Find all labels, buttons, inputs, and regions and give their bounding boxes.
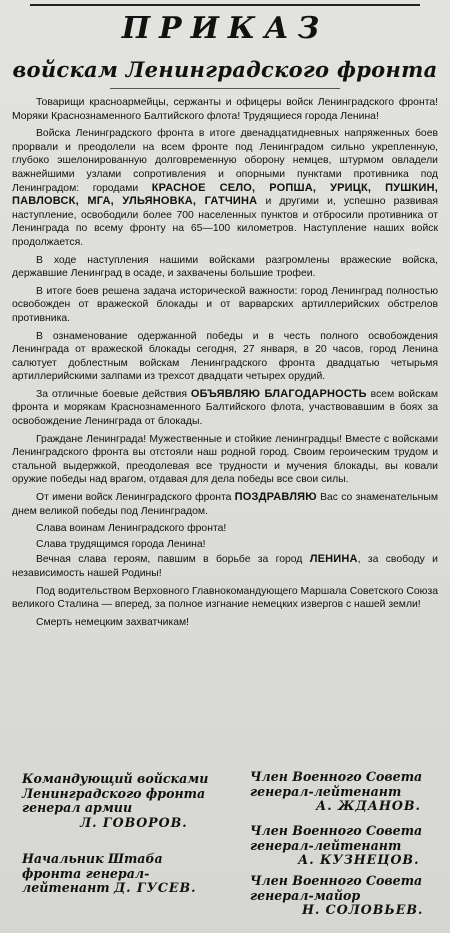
- paragraph-eternal-glory: Вечная слава героям, павшим в борьбе за город ЛЕНИНА, за свободу и независимость нашей Родины!: [12, 553, 438, 579]
- paragraph-offensive: Войска Ленинградского фронта в итоге двенадцатидневных напряженных боев прорвали и преодолели на всем фронте под Ленинградом сильно укрепленную, глубоко эшелонированную долговременную оборону немцев, штурмом овладели важнейшими узлами сопротивления и опорными пунктами противника под Ленинградом: городами КРАСНОЕ СЕЛО, РОПША, УРИЦК, ПУШКИН, ПАВЛОВСК, МГА, УЛЬЯНОВКА, ГАТЧИНА и другими и, успешно развивая наступление, освободили более 700 населенных пунктов и отбросили противника от Ленинграда по всему фронту на 65—100 километров. Наступление наших войск продолжается.: [12, 128, 438, 248]
- paragraph-gratitude: За отличные боевые действия ОБЪЯВЛЯЮ БЛАГОДАРНОСТЬ всем войскам фронта и морякам Краснознаменного Балтийского флота, участвовавшим в боях за освобождение Ленинграда от блокады.: [12, 387, 438, 428]
- signature-commander: Командующий войсками Ленинградского фронта генерал армии Л. ГОВОРОВ.: [22, 771, 209, 830]
- paragraph-forward: Под водительством Верховного Главнокомандующего Маршала Советского Союза великого Сталина — вперед, за полное изгнание немецких извергов с нашей земли!: [12, 585, 438, 611]
- signature-solovyev: Член Военного Совета генерал-майор Н. СОЛОВЬЕВ.: [250, 873, 424, 917]
- signature-zhdanov: Член Военного Совета генерал-лейтенант А. ЖДАНОВ.: [250, 769, 423, 813]
- order-body: [12, 96, 438, 633]
- congratulate-highlight: ПОЗДРАВЛЯЮ: [234, 491, 317, 504]
- signature-chief-of-staff: Начальник Штаба фронта генерал- лейтенант Д. ГУСЕВ.: [22, 851, 197, 895]
- order-title: ПРИКАЗ: [121, 11, 329, 46]
- subtitle-rule: [110, 88, 340, 89]
- signature-block: [0, 768, 450, 928]
- order-subtitle: войскам Ленинградского фронта: [12, 57, 438, 82]
- gratitude-highlight: ОБЪЯВЛЯЮ БЛАГОДАРНОСТЬ: [190, 387, 367, 400]
- liberated-towns: КРАСНОЕ СЕЛО, РОПША, УРИЦК, ПУШКИН, ПАВЛОВСК, МГА, УЛЬЯНОВКА, ГАТЧИНА: [12, 181, 438, 208]
- paragraph-historic-task: В итоге боев решена задача исторической важности: город Ленинград полностью освобожден от вражеской блокады и от варварских артиллерийских обстрелов противника.: [12, 285, 438, 324]
- paragraph-glory-soldiers: Слава воинам Ленинградского фронта!: [36, 523, 227, 535]
- top-rule: [30, 4, 420, 6]
- paragraph-death: Смерть немецким захватчикам!: [36, 616, 190, 628]
- paragraph-congratulations: От имени войск Ленинградского фронта ПОЗДРАВЛЯЮ Вас со знаменательным днем великой победы под Ленинградом.: [12, 491, 438, 517]
- paragraph-trophies: В ходе наступления нашими войсками разгромлены вражеские войска, державшие Ленинград в осаде, и захвачены большие трофеи.: [12, 254, 438, 280]
- paragraph-glory-workers: Слава трудящимся города Ленина!: [36, 538, 206, 550]
- paragraph-salute: В ознаменование одержанной победы и в честь полного освобождения Ленинграда от вражеской блокады сегодня, 27 января, в 20 часов, город Ленина салютует доблестным войскам Ленинградского фронта двадцатью четырьмя артиллерийскими залпами из трехсот двадцати четырех орудий.: [12, 330, 438, 383]
- paragraph-address: Товарищи красноармейцы, сержанты и офицеры войск Ленинградского фронта! Моряки Краснознаменного Балтийского флота! Трудящиеся города Ленина!: [12, 97, 438, 122]
- paragraph-citizens: Граждане Ленинграда! Мужественные и стойкие ленинградцы! Вместе с войсками Ленинградского фронта вы отстояли наш родной город. Своим героическим трудом и стальной выдержкой, преодолевая все трудности и мучения блокады, вы ковали оружие победы над врагом, отдавая для дела победы все свои силы.: [12, 433, 438, 486]
- signature-kuznetsov: Член Военного Совета генерал-лейтенант А. КУЗНЕЦОВ.: [250, 823, 423, 867]
- lenin-highlight: ЛЕНИНА: [309, 553, 358, 566]
